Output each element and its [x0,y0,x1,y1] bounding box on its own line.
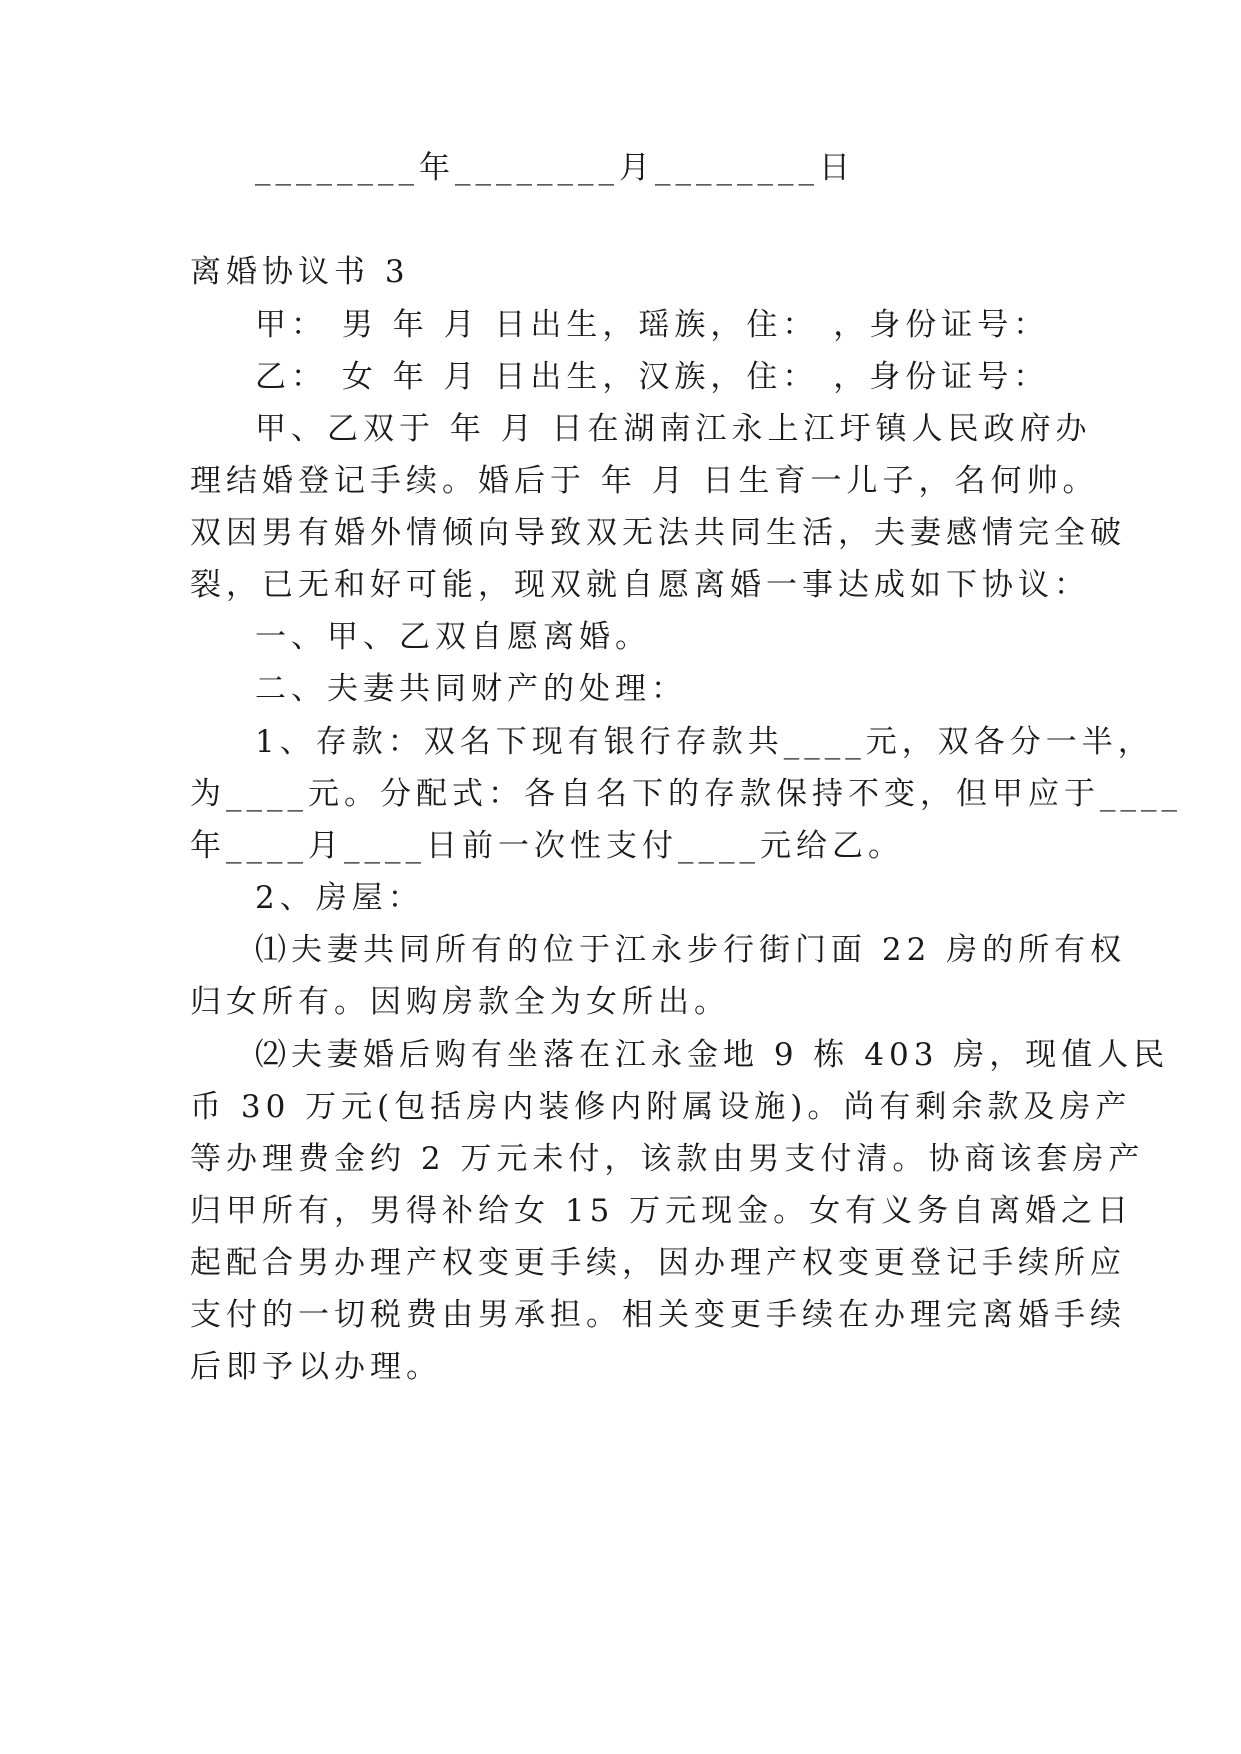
housing-item-2: 归甲所有，男得补给女 15 万元现金。女有义务自离婚之日 [190,1193,1134,1229]
housing-item-2: 起配合男办理产权变更手续，因办理产权变更登记手续所应 [190,1245,1126,1281]
date-line: ________年________月________日 [255,150,855,186]
housing-item-2: 币 30 万元(包括房内装修内附属设施)。尚有剩余款及房产 [190,1089,1132,1125]
savings-line: 1、存款：双名下现有银行存款共____元，双各分一半， [255,724,1154,760]
housing-item-2: 支付的一切税费由男承担。相关变更手续在办理完离婚手续 [190,1297,1126,1333]
body-line: 理结婚登记手续。婚后于 年 月 日生育一儿子，名何帅。 [190,463,1099,499]
housing-heading: 2、房屋： [255,880,424,916]
housing-item-2: 后即予以办理。 [190,1349,442,1385]
housing-item-1: 归女所有。因购房款全为女所出。 [190,984,730,1020]
body-line: 双因男有婚外情倾向导致双无法共同生活，夫妻感情完全破 [190,515,1126,551]
clause-one: 一、甲、乙双自愿离婚。 [255,619,651,655]
housing-item-1: ⑴夫妻共同所有的位于江永步行街门面 22 房的所有权 [255,932,1127,968]
body-line: 裂，已无和好可能，现双就自愿离婚一事达成如下协议： [190,567,1090,603]
housing-item-2: ⑵夫妻婚后购有坐落在江永金地 9 栋 403 房，现值人民 [255,1037,1170,1073]
party-b-line: 乙： 女 年 月 日出生，汉族，住： ，身份证号： [255,359,1050,395]
savings-line: 年____月____日前一次性支付____元给乙。 [190,828,904,864]
housing-item-2: 等办理费金约 2 万元未付，该款由男支付清。协商该套房产 [190,1141,1145,1177]
savings-line: 为____元。分配式：各自名下的存款保持不变，但甲应于____ [190,776,1182,812]
body-line: 甲、乙双于 年 月 日在湖南江永上江圩镇人民政府办 [255,411,1092,447]
document-title: 离婚协议书 3 [190,254,410,290]
party-a-line: 甲： 男 年 月 日出生，瑶族，住： ，身份证号： [255,307,1050,343]
clause-two-heading: 二、夫妻共同财产的处理： [255,671,687,707]
